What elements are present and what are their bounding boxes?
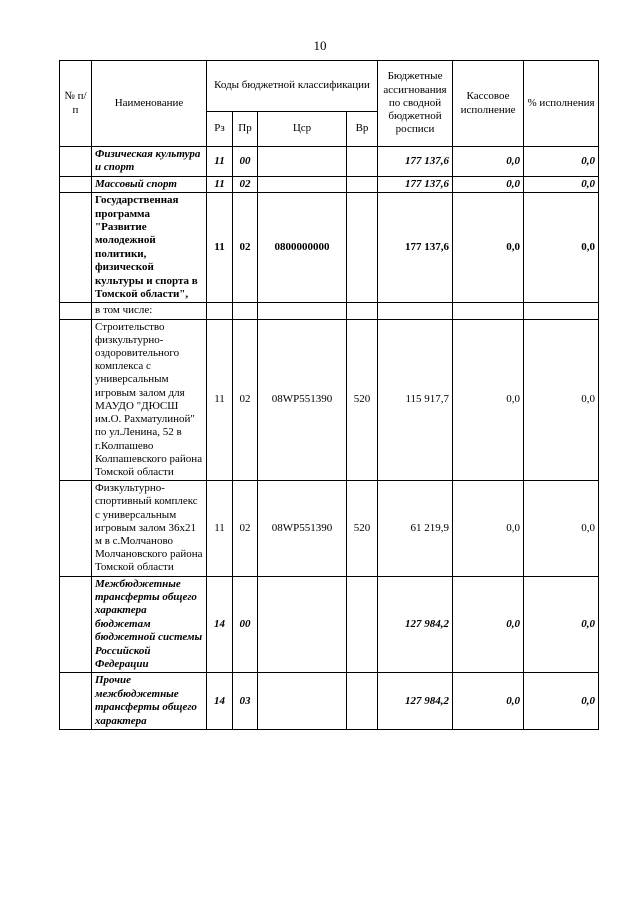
- header-pr: Пр: [233, 112, 258, 147]
- header-rz: Рз: [207, 112, 233, 147]
- cell-pct: 0,0: [524, 576, 599, 673]
- cell-pct: [524, 303, 599, 319]
- cell-name: Физкультурно-спортивный комплекс с универсальным игровым залом 36x21 м в с.Молчаново Молчановского района Томской области: [92, 481, 207, 576]
- header-budget-codes: Коды бюджетной классификации: [207, 61, 378, 112]
- cell-pct: 0,0: [524, 673, 599, 730]
- cell-num: [60, 303, 92, 319]
- cell-num: [60, 481, 92, 576]
- cell-cash: 0,0: [453, 176, 524, 192]
- cell-cash: [453, 303, 524, 319]
- cell-cash: 0,0: [453, 673, 524, 730]
- cell-vr: [347, 673, 378, 730]
- cell-rz: [207, 303, 233, 319]
- table-row: [60, 673, 599, 730]
- header-num: № п/п: [60, 61, 92, 147]
- cell-pct: 0,0: [524, 481, 599, 576]
- cell-rz: 11: [207, 176, 233, 192]
- cell-assign: [378, 303, 453, 319]
- table-row: [60, 176, 599, 192]
- cell-pr: 00: [233, 147, 258, 177]
- table-row: [60, 147, 599, 177]
- cell-pr: 00: [233, 576, 258, 673]
- cell-name: Массовый спорт: [92, 176, 207, 192]
- cell-cash: 0,0: [453, 319, 524, 480]
- cell-rz: 11: [207, 193, 233, 303]
- cell-rz: 11: [207, 481, 233, 576]
- cell-vr: 520: [347, 481, 378, 576]
- cell-csr: [258, 576, 347, 673]
- header-vr: Вр: [347, 112, 378, 147]
- cell-pct: 0,0: [524, 147, 599, 177]
- page-number: 10: [313, 38, 327, 53]
- cell-num: [60, 193, 92, 303]
- cell-csr: 0800000000: [258, 193, 347, 303]
- cell-assign: 127 984,2: [378, 673, 453, 730]
- cell-pr: 03: [233, 673, 258, 730]
- cell-cash: 0,0: [453, 576, 524, 673]
- table-row: [60, 193, 599, 303]
- cell-csr: [258, 673, 347, 730]
- cell-name: в том числе:: [92, 303, 207, 319]
- cell-pct: 0,0: [524, 176, 599, 192]
- cell-cash: 0,0: [453, 147, 524, 177]
- cell-pr: 02: [233, 193, 258, 303]
- cell-vr: [347, 147, 378, 177]
- header-csr: Цср: [258, 112, 347, 147]
- cell-num: [60, 576, 92, 673]
- cell-num: [60, 673, 92, 730]
- cell-assign: 127 984,2: [378, 576, 453, 673]
- cell-num: [60, 319, 92, 480]
- cell-pr: 02: [233, 176, 258, 192]
- cell-csr: [258, 147, 347, 177]
- cell-assign: 177 137,6: [378, 147, 453, 177]
- cell-name: Прочие межбюджетные трансферты общего характера: [92, 673, 207, 730]
- cell-name: Межбюджетные трансферты общего характера бюджетам бюджетной системы Российской Федерации: [92, 576, 207, 673]
- header-cash-execution: Кассовое исполнение: [453, 61, 524, 147]
- cell-rz: 11: [207, 147, 233, 177]
- cell-pr: 02: [233, 319, 258, 480]
- table-row: [60, 319, 599, 480]
- cell-vr: [347, 303, 378, 319]
- cell-vr: [347, 176, 378, 192]
- cell-assign: 177 137,6: [378, 193, 453, 303]
- cell-name: Физическая культура и спорт: [92, 147, 207, 177]
- budget-table: [59, 60, 599, 730]
- cell-vr: 520: [347, 319, 378, 480]
- cell-num: [60, 176, 92, 192]
- table-row: [60, 481, 599, 576]
- cell-pr: 02: [233, 481, 258, 576]
- cell-pct: 0,0: [524, 193, 599, 303]
- table-row: [60, 576, 599, 673]
- cell-pr: [233, 303, 258, 319]
- cell-assign: 177 137,6: [378, 176, 453, 192]
- cell-name: Государственная программа "Развитие молодежной политики, физической культуры и спорта в Томской области",: [92, 193, 207, 303]
- cell-rz: 14: [207, 576, 233, 673]
- cell-vr: [347, 193, 378, 303]
- cell-csr: 08WP551390: [258, 481, 347, 576]
- cell-csr: [258, 176, 347, 192]
- cell-assign: 61 219,9: [378, 481, 453, 576]
- table-row: [60, 303, 599, 319]
- cell-name: Строительство физкультурно-оздоровительного комплекса с универсальным игровым залом для МАУДО "ДЮСШ им.О. Рахматулиной" по ул.Ленина, 52 в г.Колпашево Колпашевского района Томской области: [92, 319, 207, 480]
- cell-cash: 0,0: [453, 193, 524, 303]
- cell-rz: 14: [207, 673, 233, 730]
- cell-num: [60, 147, 92, 177]
- cell-csr: 08WP551390: [258, 319, 347, 480]
- cell-pct: 0,0: [524, 319, 599, 480]
- cell-rz: 11: [207, 319, 233, 480]
- cell-csr: [258, 303, 347, 319]
- header-assignments: Бюджетные ассигнования по сводной бюджетной росписи: [378, 61, 453, 147]
- header-execution-percent: % исполнения: [524, 61, 599, 147]
- cell-assign: 115 917,7: [378, 319, 453, 480]
- cell-cash: 0,0: [453, 481, 524, 576]
- header-name: Наименование: [92, 61, 207, 147]
- cell-vr: [347, 576, 378, 673]
